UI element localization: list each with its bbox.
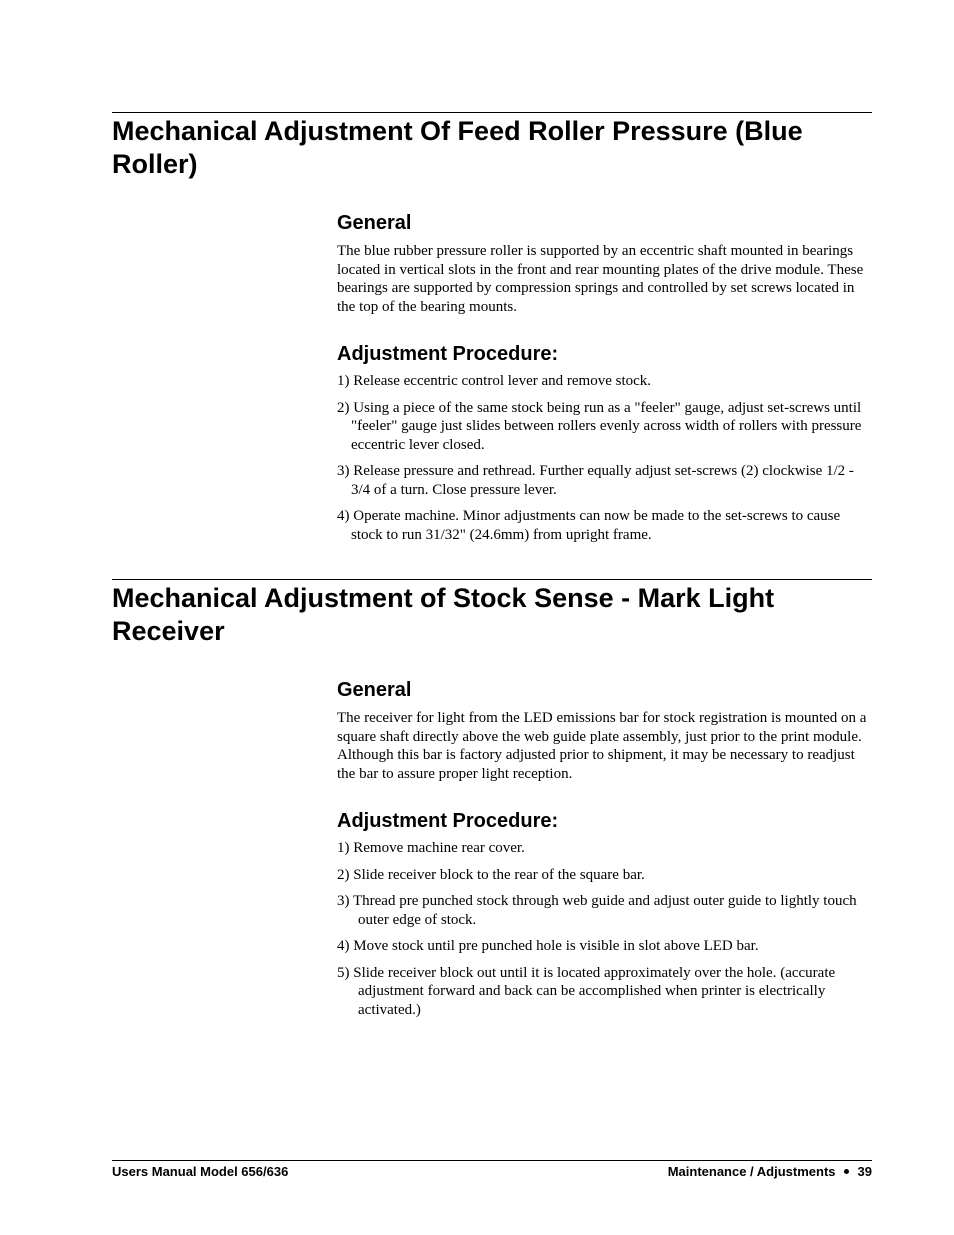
procedure-step: 1) Remove machine rear cover.	[337, 840, 525, 856]
section-body	[337, 678, 872, 1019]
section-divider	[112, 112, 872, 113]
section-divider	[112, 579, 872, 580]
procedure-step: 3) Thread pre punched stock through web guide and adjust outer guide to lightly touch outer edge of stock.	[337, 893, 857, 928]
general-heading: General	[337, 679, 412, 701]
footer-manual-title: Users Manual Model 656/636	[112, 1164, 289, 1179]
general-paragraph: The receiver for light from the LED emissions bar for stock registration is mounted on a square shaft directly above the web guide plate assembly, just prior to the print module. Although this bar is factory adjusted prior to shipment, it may be necessary to readjust the bar to assure proper light reception.	[337, 710, 867, 782]
footer-right	[668, 1163, 872, 1180]
procedure-heading: Adjustment Procedure:	[337, 810, 559, 832]
procedure-step: 2) Slide receiver block to the rear of the square bar.	[337, 866, 645, 883]
general-paragraph: The blue rubber pressure roller is supported by an eccentric shaft mounted in bearings located in vertical slots in the front and rear mounting plates of the drive module. These bearings are supported by compression springs and controlled by set screws located in the top of the bearing mounts.	[337, 243, 864, 315]
page-number: 39	[857, 1164, 872, 1179]
procedure-step: 3) Release pressure and rethread. Further equally adjust set-screws (2) clockwise 1/2 - 3/4 of a turn. Close pressure lever.	[337, 463, 854, 498]
general-heading: General	[337, 212, 412, 234]
section-title: Mechanical Adjustment of Stock Sense - Mark Light Receiver	[112, 583, 775, 646]
section-title: Mechanical Adjustment Of Feed Roller Pressure (Blue Roller)	[112, 116, 803, 179]
section-body	[337, 211, 872, 544]
page-footer	[112, 1160, 872, 1180]
procedure-heading: Adjustment Procedure:	[337, 343, 559, 365]
procedure-step: 5) Slide receiver block out until it is located approximately over the hole. (accurate adjustment forward and back can be accomplished when printer is electrically activated.)	[337, 964, 836, 1018]
bullet-icon	[844, 1169, 849, 1174]
procedure-step: 4) Move stock until pre punched hole is visible in slot above LED bar.	[337, 938, 759, 954]
procedure-step: 2) Using a piece of the same stock being run as a "feeler" gauge, adjust set-screws until "feeler" gauge just slides between rollers evenly across width of rollers with pressure eccentric lever closed.	[337, 399, 862, 453]
procedure-step: 1) Release eccentric control lever and remove stock.	[337, 373, 652, 389]
footer-section-name: Maintenance / Adjustments	[667, 1164, 836, 1179]
procedure-step: 4) Operate machine. Minor adjustments can now be made to the set-screws to cause stock to run 31/32" (24.6mm) from upright frame.	[337, 508, 841, 543]
